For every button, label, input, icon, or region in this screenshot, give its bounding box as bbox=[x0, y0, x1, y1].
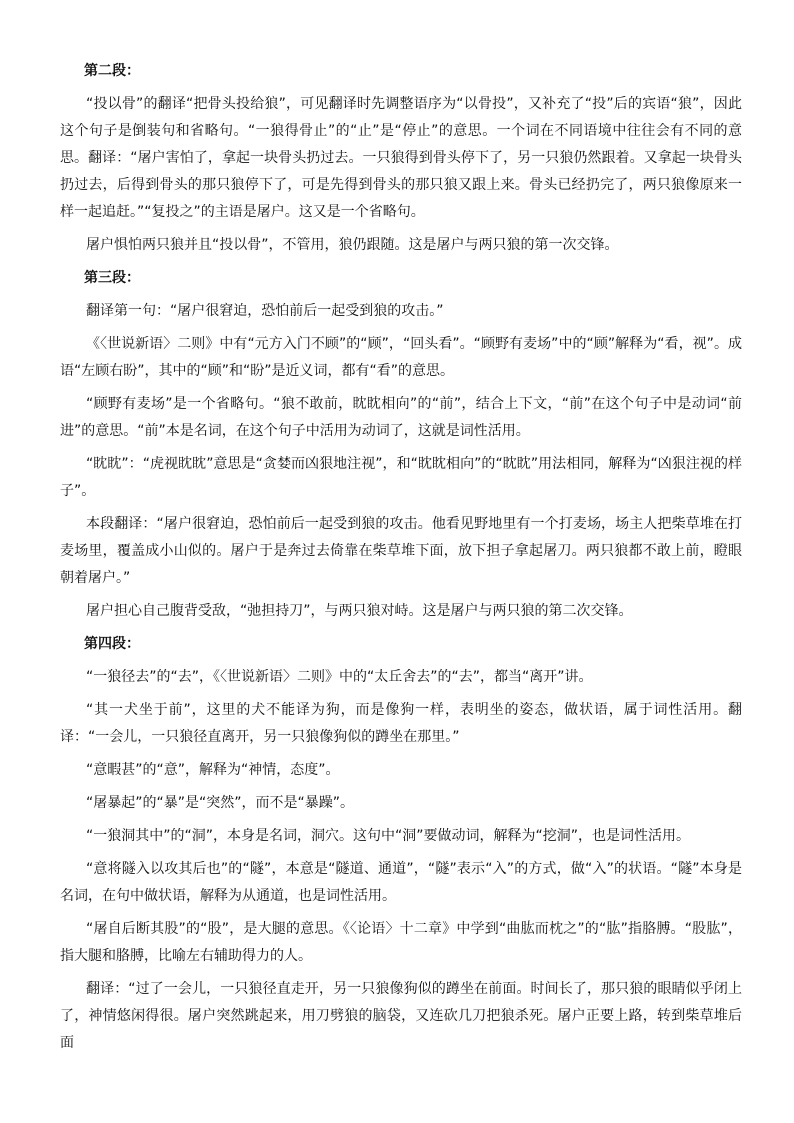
paragraph: “屠暴起”的“暴”是“突然”，而不是“暴躁”。 bbox=[86, 795, 355, 811]
paragraph: “眈眈”：“虎视眈眈”意思是“贪婪而凶狠地注视”，和“眈眈相向”的“眈眈”用法相同，解释为“凶狠注视的样子”。 bbox=[60, 456, 742, 499]
section-heading-4: 第四段： bbox=[84, 636, 140, 652]
section-heading-3: 第三段： bbox=[84, 270, 140, 286]
paragraph: “一狼径去”的“去”，《〈世说新语〉二则》中的“太丘舍去”的“去”，都当“离开”讲。 bbox=[86, 669, 593, 685]
paragraph: “其一犬坐于前”，这里的犬不能译为狗，而是像狗一样，表明坐的姿态，做状语，属于词性活用。翻译：“一会儿，一只狼径直离开，另一只狼像狗似的蹲坐在那里。” bbox=[60, 702, 742, 745]
paragraph: “投以骨”的翻译“把骨头投给狼”，可见翻译时先调整语序为“以骨投”，又补充了“投”后的宾语“狼”，因此这个句子是倒装句和省略句。“一狼得骨止”的“止”是“停止”的意思。一个词在不同语境中往往会有不同的意思。翻译：“屠户害怕了，拿起一块骨头扔过去。一只狼得到骨头停下了，另一只狼仍然跟着。又拿起一块骨头扔过去，后得到骨头的那只狼停下了，可是先得到骨头的那只狼又跟上来。骨头已经扔完了，两只狼像原来一样一起追赶。”“复投之”的主语是屠户。这又是一个省略句。 bbox=[60, 96, 742, 220]
paragraph: “一狼洞其中”的“洞”，本身是名词，洞穴。这句中“洞”要做动词，解释为“挖洞”，也是词性活用。 bbox=[86, 828, 691, 844]
paragraph: 《〈世说新语〉二则》中有“元方入门不顾”的“顾”，“回头看”。“顾野有麦场”中的“顾”解释为“看，视”。成语“左顾右盼”，其中的“顾”和“盼”是近义词，都有“看”的意思。 bbox=[60, 336, 742, 379]
paragraph: 屠户担心自己腹背受敌，“弛担持刀”，与两只狼对峙。这是屠户与两只狼的第二次交锋。 bbox=[86, 603, 633, 619]
paragraph: “意将隧入以攻其后也”的“隧”，本意是“隧道、通道”，“隧”表示“入”的方式，做“入”的状语。“隧”本身是名词，在句中做状语，解释为从通道，也是词性活用。 bbox=[60, 861, 742, 904]
paragraph: 本段翻译：“屠户很窘迫，恐怕前后一起受到狼的攻击。他看见野地里有一个打麦场，场主人把柴草堆在打麦场里，覆盖成小山似的。屠户于是奔过去倚靠在柴草堆下面，放下担子拿起屠刀。两只狼都不敢上前，瞪眼朝着屠户。” bbox=[60, 516, 742, 586]
paragraph: “意暇甚”的“意”，解释为“神情，态度”。 bbox=[86, 762, 340, 778]
section-heading-2: 第二段： bbox=[84, 63, 140, 79]
document-page bbox=[60, 58, 742, 1063]
paragraph: “屠自后断其股”的“股”，是大腿的意思。《〈论语〉十二章》中学到“曲肱而枕之”的“肱”指胳膊。“股肱”，指大腿和胳膊，比喻左右辅助得力的人。 bbox=[60, 921, 742, 964]
paragraph: 翻译：“过了一会儿，一只狼径直走开，另一只狼像狗似的蹲坐在前面。时间长了，那只狼的眼睛似乎闭上了，神情悠闲得很。屠户突然跳起来，用刀劈狼的脑袋，又连砍几刀把狼杀死。屠户正要上路，转到柴草堆后面 bbox=[60, 981, 742, 1051]
paragraph: “顾野有麦场”是一个省略句。“狼不敢前，眈眈相向”的“前”，结合上下文，“前”在这个句子中是动词“前进”的意思。“前”本是名词，在这个句子中活用为动词了，这就是词性活用。 bbox=[60, 396, 742, 439]
paragraph: 翻译第一句：“屠户很窘迫，恐怕前后一起受到狼的攻击。” bbox=[86, 303, 444, 319]
paragraph: 屠户惧怕两只狼并且“投以骨”，不管用，狼仍跟随。这是屠户与两只狼的第一次交锋。 bbox=[86, 237, 619, 253]
